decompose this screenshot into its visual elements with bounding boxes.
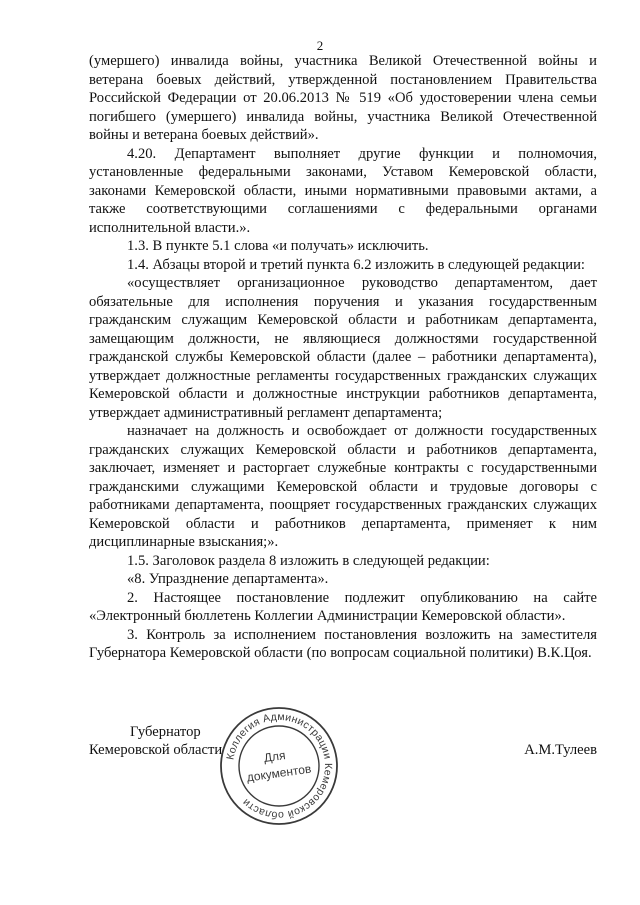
stamp-center-line-2: документов xyxy=(245,761,313,785)
official-stamp xyxy=(218,705,340,827)
paragraph-quote-2: назначает на должность и освобождает от должности государственных гражданских служащих Кемеровской области и работников департамента, заключает, изменяет и расторгает служебные контракты с государственными гражданскими служащими Кемеровской области и трудовые договоры с работниками департамента, поощряет государственных гражданских служащих Кемеровской области и работников департамента, применяет к ним дисциплинарные взыскания;». xyxy=(89,423,597,550)
paragraph-section-8: «8. Упразднение департамента». xyxy=(127,571,329,587)
paragraph-1-5: 1.5. Заголовок раздела 8 изложить в следующей редакции: xyxy=(127,552,490,569)
signature-region: Кемеровской области xyxy=(89,742,223,758)
paragraph-continuation: (умершего) инвалида войны, участника Великой Отечественной войны и ветерана боевых действий, утвержденной постановлением Правительства Российской Федерации от 20.06.2013 № 519 «Об удостоверении члена семьи погибшего (умершего) инвалида войны, участника Великой Отечественной войны и ветерана боевых действий». xyxy=(89,53,597,143)
paragraph-1-4: 1.4. Абзацы второй и третий пункта 6.2 изложить в следующей редакции: xyxy=(127,256,585,273)
paragraph-3: 3. Контроль за исполнением постановления возложить на заместителя Губернатора Кемеровской области (по вопросам социальной политики) В.К.Цоя. xyxy=(89,626,597,661)
stamp-center-line-1: Для xyxy=(262,748,287,765)
paragraph-2: 2. Настоящее постановление подлежит опубликованию на сайте «Электронный бюллетень Коллегии Администрации Кемеровской области». xyxy=(89,589,597,624)
document-body xyxy=(89,52,597,663)
paragraph-quote-1: «осуществляет организационное руководство департаментом, дает обязательные для исполнения поручения и указания государственным гражданским служащим Кемеровской области и работникам департамента, замещающим должности, не являющиеся должностями государственной гражданской службы Кемеровской области (далее – работники департамента), утверждает должностные регламенты государственных гражданских служащих Кемеровской области и должностные инструкции работников департамента, утверждает административный регламент департамента; xyxy=(89,275,597,421)
signature-name: А.М.Тулеев xyxy=(524,742,597,758)
paragraph-4-20: 4.20. Департамент выполняет другие функции и полномочия, установленные федеральными законами, Уставом Кемеровской области, законами Кемеровской области, иными нормативными правовыми актами, а также соответствующими соглашениями с федеральными органами исполнительной власти.». xyxy=(89,145,597,236)
signature-title: Губернатор xyxy=(130,724,201,740)
stamp-ring-text: Коллегия Администрации Кемеровской области xyxy=(224,710,335,822)
paragraph-1-3: 1.3. В пункте 5.1 слова «и получать» исключить. xyxy=(127,238,429,254)
page-number: 2 xyxy=(316,38,324,53)
